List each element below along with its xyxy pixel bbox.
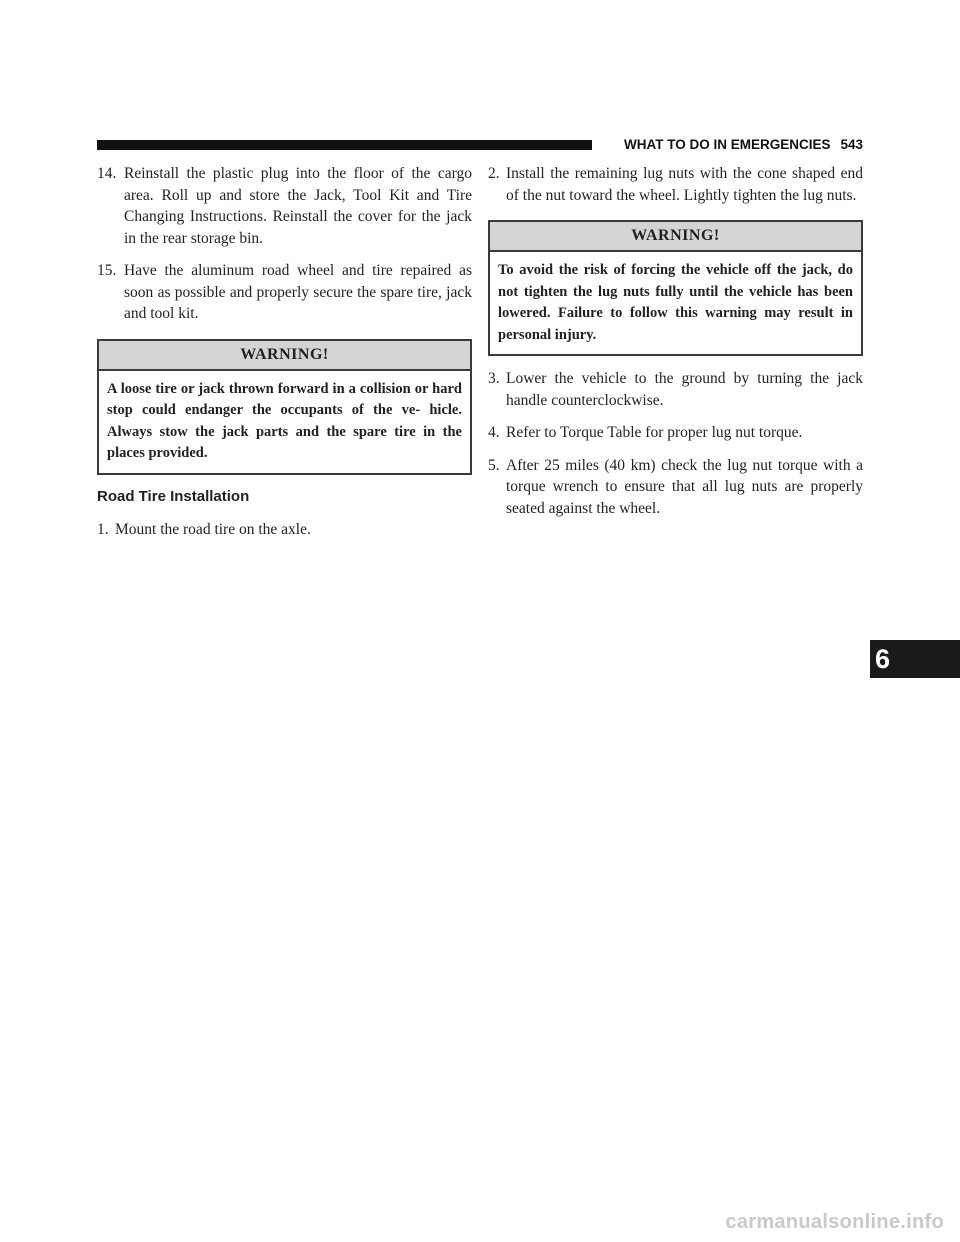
item-number: 3. xyxy=(488,370,500,387)
warning-text: A loose tire or jack thrown forward in a collision or hard stop could endanger the occupants of the ve- hicle. Always stow the jack parts and the spare tire in the places provided. xyxy=(107,380,462,461)
item-number: 15. xyxy=(97,262,117,279)
list-item xyxy=(97,519,472,541)
item-text: Lower the vehicle to the ground by turning the jack handle counterclockwise. xyxy=(506,370,863,409)
list-item xyxy=(488,368,863,411)
right-column xyxy=(488,163,863,530)
list-item xyxy=(97,163,472,249)
section-title: WHAT TO DO IN EMERGENCIES xyxy=(623,137,831,152)
header-rule xyxy=(97,140,592,150)
watermark: carmanualsonline.info xyxy=(725,1211,944,1233)
page-number: 543 xyxy=(840,137,863,152)
list-item xyxy=(97,260,472,325)
warning-box xyxy=(488,220,863,356)
list-item xyxy=(488,163,863,206)
item-number: 5. xyxy=(488,456,500,474)
left-column xyxy=(97,163,472,551)
item-text: After 25 miles (40 km) check the lug nut torque with a torque wrench to ensure that all lug nuts are properly seated against the wheel. xyxy=(506,456,863,517)
warning-text: To avoid the risk of forcing the vehicle off the jack, do not tighten the lug nuts fully until the vehicle has been lowered. Failure to follow this warning may result in personal injury. xyxy=(498,262,853,343)
section-heading: Road Tire Installation xyxy=(97,487,250,505)
item-text: Install the remaining lug nuts with the cone shaped end of the nut toward the wheel. Lightly tighten the lug nuts. xyxy=(506,165,863,204)
warning-title: WARNING! xyxy=(490,222,861,252)
item-number: 14. xyxy=(97,165,117,182)
list-item xyxy=(488,422,863,444)
item-text: Reinstall the plastic plug into the floor of the cargo area. Roll up and store the Jack, Tool Kit and Tire Changing Instructions. Reinstall the cover for the jack in the rear storage bin. xyxy=(124,165,472,247)
warning-box xyxy=(97,339,472,475)
list-item xyxy=(488,455,863,520)
warning-title: WARNING! xyxy=(99,341,470,371)
item-number: 4. xyxy=(488,424,500,441)
running-header xyxy=(600,135,863,155)
chapter-tab: 6 xyxy=(870,640,960,678)
item-text: Have the aluminum road wheel and tire repaired as soon as possible and properly secure the spare tire, jack and tool kit. xyxy=(124,262,472,322)
item-number: 1. xyxy=(97,520,109,538)
item-text: Refer to Torque Table for proper lug nut torque. xyxy=(506,424,803,441)
item-number: 2. xyxy=(488,165,500,182)
item-text: Mount the road tire on the axle. xyxy=(115,520,311,538)
